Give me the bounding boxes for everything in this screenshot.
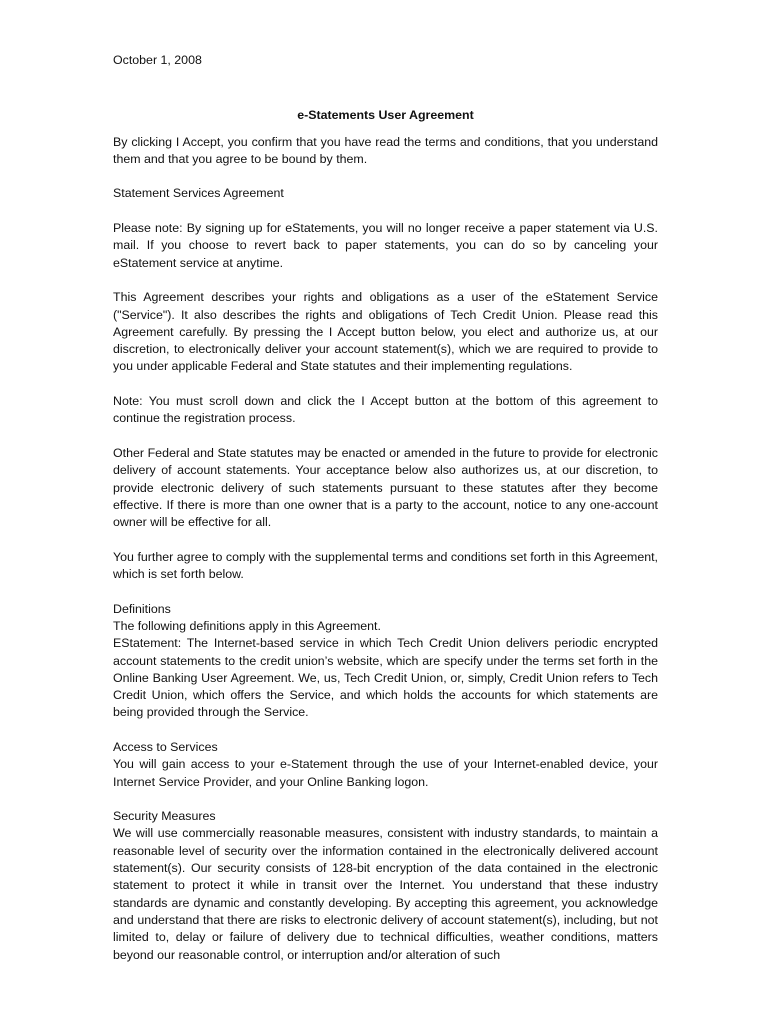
security-section — [113, 808, 658, 964]
statement-services-heading: Statement Services Agreement — [113, 186, 284, 201]
estatement-definition: EStatement: The Internet-based service in which Tech Credit Union delivers periodic encrypted account statements to the credit union’s website, which are specify under the terms set forth in the Online Banking User Agreement. We, us, Tech Credit Union, or, simply, Credit Union refers to Tech Credit Union, which offers the Service, and which holds the accounts for which statements are being provided through the Service. — [113, 636, 658, 720]
other-statutes-paragraph: Other Federal and State statutes may be enacted or amended in the future to provide for electronic delivery of account statements. Your acceptance below also authorizes us, at our discretion, to provide electronic delivery of such statements pursuant to these statutes after they become effective. If there is more than one owner that is a party to the account, notice to any one-account owner will be effective for all. — [113, 445, 658, 530]
definitions-section — [113, 601, 658, 722]
security-body: We will use commercially reasonable measures, consistent with industry standards, to maintain a reasonable level of security over the information contained in the electronically delivered account statement(s). Our security consists of 128-bit encryption of the data contained in the electronic statement to protect it while in transit over the Internet. You understand that these industry standards are dynamic and constantly developing. By accepting this agreement, you acknowledge and understand that there are risks to electronic delivery of account statement(s), including, but not limited to, delay or failure of delivery due to technical difficulties, weather conditions, matters beyond our reasonable control, or interruption and/or alteration of such — [113, 826, 658, 962]
access-section — [113, 739, 658, 791]
definitions-intro: The following definitions apply in this Agreement. — [113, 618, 381, 633]
please-note-paragraph: Please note: By signing up for eStatements, you will no longer receive a paper statement via U.S. mail. If you choose to revert back to paper statements, you can do so by canceling your eStatement service at anytime. — [113, 221, 658, 270]
document-page — [113, 52, 658, 981]
document-date: October 1, 2008 — [113, 53, 202, 67]
definitions-heading: Definitions — [113, 601, 171, 616]
intro-paragraph: By clicking I Accept, you confirm that you have read the terms and conditions, that you understand them and that you agree to be bound by them. — [113, 134, 658, 166]
scroll-note-paragraph: Note: You must scroll down and click the I Accept button at the bottom of this agreement to continue the registration process. — [113, 394, 658, 426]
security-heading: Security Measures — [113, 809, 216, 824]
supplemental-terms-paragraph: You further agree to comply with the supplemental terms and conditions set forth in this Agreement, which is set forth below. — [113, 549, 658, 582]
access-heading: Access to Services — [113, 739, 218, 754]
agreement-description-paragraph: This Agreement describes your rights and obligations as a user of the eStatement Service ("Service"). It also describes the rights and obligations of Tech Credit Union. Please read this Agreement carefully. By pressing the I Accept button below, you elect and authorize us, at our discretion, to electronically deliver your account statement(s), which we are required to provide to you under applicable Federal and State statutes and their implementing regulations. — [113, 290, 658, 374]
document-title: e-Statements User Agreement — [297, 108, 474, 123]
access-body: You will gain access to your e-Statement through the use of your Internet-enabled device, your Internet Service Provider, and your Online Banking logon. — [113, 757, 658, 789]
